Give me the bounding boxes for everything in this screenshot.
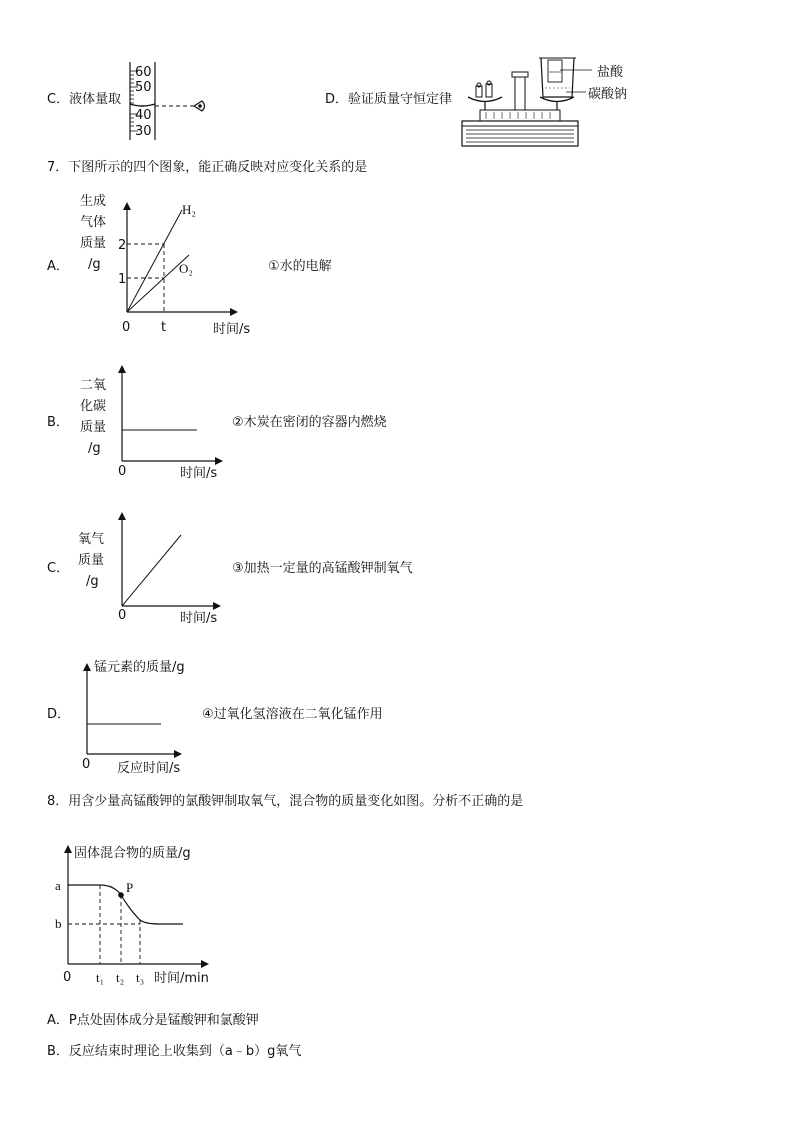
graph-b-ylabel-line4: /g: [88, 441, 101, 456]
graph-a-series-h2: H₂: [182, 202, 196, 217]
graph-c-ylabel-line2: 质量: [78, 553, 105, 568]
q7-option-c-letter: C．: [47, 561, 70, 576]
graph-c-xlabel: 时间/s: [180, 611, 218, 626]
q8-xtick-t1: t₁: [96, 970, 105, 985]
graph-b-xlabel: 时间/s: [180, 466, 218, 481]
cylinder-tick-50: 50: [135, 80, 152, 95]
graph-a-caption: ①水的电解: [268, 259, 332, 274]
q8-xlabel: 时间/min: [154, 971, 209, 986]
graph-a-ytick-2: 2: [118, 238, 127, 253]
q8-option-a: A．P点处固体成分是锰酸钾和氯酸钾: [47, 1013, 259, 1028]
cylinder-tick-40: 40: [135, 108, 152, 123]
graph-b-ylabel-line3: 质量: [80, 420, 107, 435]
graph-a-ylabel-line1: 生成: [80, 194, 107, 209]
q8-ytick-a: a: [55, 878, 61, 893]
q7-option-b-letter: B．: [47, 415, 69, 430]
graph-d-ylabel: 锰元素的质量/g: [94, 660, 185, 675]
q7-option-d-letter: D．: [47, 707, 71, 722]
question-8-stem: 8．用含少量高锰酸钾的氯酸钾制取氧气，混合物的质量变化如图。分析不正确的是: [47, 794, 524, 809]
graph-a-xlabel: 时间/s: [213, 322, 251, 337]
graph-b-ylabel-line1: 二氧: [80, 378, 107, 393]
graph-a-ylabel-line3: 质量: [80, 236, 107, 251]
q6-option-c-label: C．液体量取: [47, 92, 122, 107]
annotation-hydrochloric-acid: 盐酸: [597, 65, 624, 80]
graph-a-series-o2: O₂: [179, 261, 193, 276]
graph-d-origin: 0: [82, 757, 91, 772]
graph-c-ylabel-line3: /g: [86, 574, 99, 589]
q8-origin: 0: [63, 970, 72, 985]
q6-option-d-label: D．验证质量守恒定律: [325, 92, 453, 107]
graph-a-ylabel-line4: /g: [88, 257, 101, 272]
cylinder-tick-30: 30: [135, 124, 152, 139]
graph-a-ytick-1: 1: [118, 272, 127, 287]
graph-c-ylabel-line1: 氧气: [78, 532, 105, 547]
graph-d-xlabel: 反应时间/s: [117, 761, 181, 776]
q8-ylabel: 固体混合物的质量/g: [74, 846, 191, 861]
q7-option-a-letter: A．: [47, 259, 69, 274]
cylinder-tick-60: 60: [135, 65, 152, 80]
graph-a-t-tick: t: [161, 320, 167, 335]
q8-xtick-t3: t₃: [136, 970, 145, 985]
q8-ytick-b: b: [55, 916, 62, 931]
q8-option-b: B．反应结束时理论上收集到（a﹣b）g氧气: [47, 1044, 302, 1059]
graph-b-origin: 0: [118, 464, 127, 479]
graph-a-origin: 0: [122, 320, 131, 335]
q8-xtick-t2: t₂: [116, 970, 125, 985]
annotation-sodium-carbonate: 碳酸钠: [588, 87, 628, 102]
graph-b-caption: ②木炭在密闭的容器内燃烧: [232, 415, 387, 430]
graph-a-ylabel-line2: 气体: [80, 215, 107, 230]
graph-c-origin: 0: [118, 608, 127, 623]
question-7-stem: 7．下图所示的四个图象，能正确反映对应变化关系的是: [47, 160, 368, 175]
graph-d-caption: ④过氧化氢溶液在二氧化锰作用: [202, 707, 383, 722]
q8-label-p: P: [126, 880, 134, 895]
graph-c-caption: ③加热一定量的高锰酸钾制氧气: [232, 561, 413, 576]
graph-b-ylabel-line2: 化碳: [80, 399, 107, 414]
